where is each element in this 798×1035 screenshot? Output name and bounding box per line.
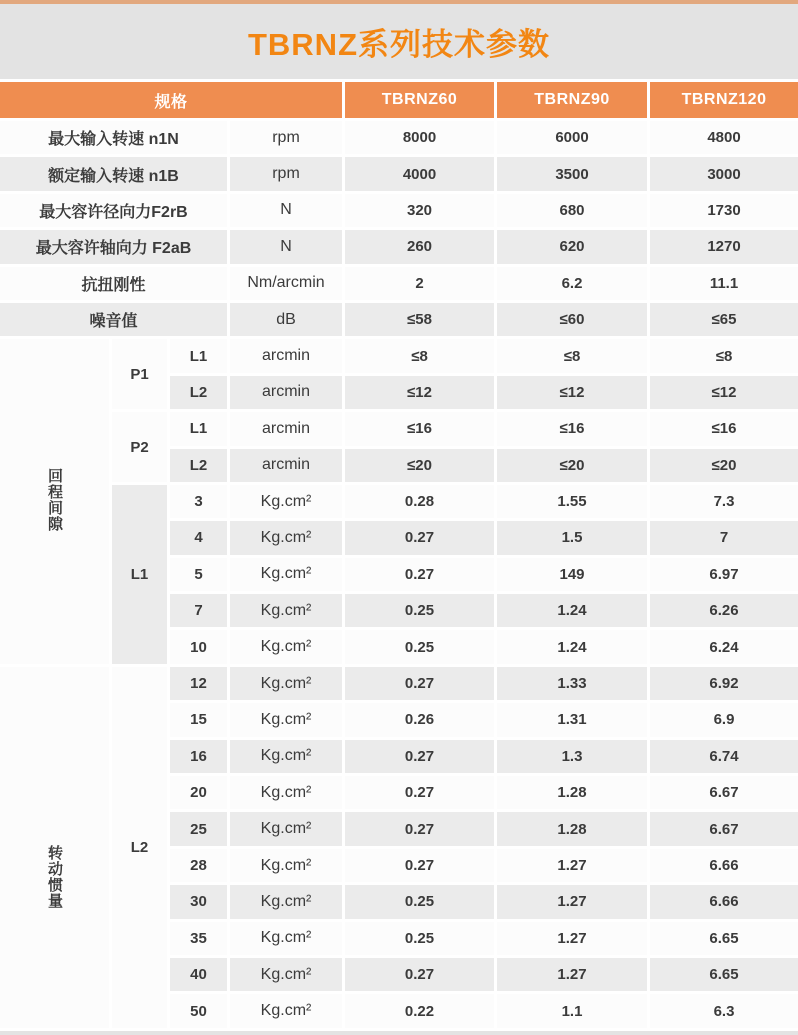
ratio-cell: 4	[170, 521, 227, 554]
accuracy-class-cell-p2: P2	[112, 412, 167, 482]
unit-cell: Nm/arcmin	[230, 267, 342, 300]
value-cell: 0.27	[345, 740, 494, 773]
value-cell: 1.1	[497, 994, 647, 1027]
value-cell: ≤16	[497, 412, 647, 445]
unit-cell: Kg.cm²	[230, 558, 342, 591]
unit-cell: Kg.cm²	[230, 594, 342, 627]
value-cell: ≤16	[650, 412, 798, 445]
value-cell: 320	[345, 194, 494, 227]
value-cell: 1.27	[497, 922, 647, 955]
value-cell: 0.25	[345, 594, 494, 627]
value-cell: 7.3	[650, 485, 798, 518]
param-label-cell: 噪音值	[0, 303, 227, 336]
value-cell: 6.24	[650, 630, 798, 663]
value-cell: 0.26	[345, 703, 494, 736]
value-cell: ≤8	[497, 339, 647, 372]
ratio-cell: 3	[170, 485, 227, 518]
value-cell: 6000	[497, 121, 647, 154]
value-cell: 6.65	[650, 958, 798, 991]
value-cell: 0.28	[345, 485, 494, 518]
unit-cell: Kg.cm²	[230, 849, 342, 882]
value-cell: 1.27	[497, 885, 647, 918]
value-cell: 3000	[650, 157, 798, 190]
ratio-cell: 35	[170, 922, 227, 955]
param-row	[0, 121, 798, 154]
unit-cell: N	[230, 194, 342, 227]
ratio-cell: 25	[170, 812, 227, 845]
value-cell: 1730	[650, 194, 798, 227]
value-cell: 8000	[345, 121, 494, 154]
value-cell: 6.74	[650, 740, 798, 773]
value-cell: 620	[497, 230, 647, 263]
param-row	[0, 194, 798, 227]
value-cell: 6.67	[650, 776, 798, 809]
value-cell: 0.27	[345, 558, 494, 591]
value-cell: ≤12	[650, 376, 798, 409]
value-cell: 149	[497, 558, 647, 591]
level-cell: L1	[170, 412, 227, 445]
value-cell: 6.9	[650, 703, 798, 736]
value-cell: ≤16	[345, 412, 494, 445]
unit-cell: Kg.cm²	[230, 630, 342, 663]
value-cell: 1.27	[497, 849, 647, 882]
value-cell: 6.66	[650, 885, 798, 918]
value-cell: 4800	[650, 121, 798, 154]
param-row	[0, 230, 798, 263]
value-cell: ≤20	[650, 449, 798, 482]
unit-cell: rpm	[230, 121, 342, 154]
value-cell: 0.27	[345, 521, 494, 554]
value-cell: 1.31	[497, 703, 647, 736]
value-cell: 1270	[650, 230, 798, 263]
unit-cell: arcmin	[230, 449, 342, 482]
ratio-cell: 7	[170, 594, 227, 627]
value-cell: ≤8	[650, 339, 798, 372]
value-cell: 1.5	[497, 521, 647, 554]
value-cell: 0.22	[345, 994, 494, 1027]
unit-cell: Kg.cm²	[230, 667, 342, 700]
accuracy-class-cell-p1: P1	[112, 339, 167, 409]
ratio-cell: 5	[170, 558, 227, 591]
value-cell: 1.55	[497, 485, 647, 518]
value-cell: 7	[650, 521, 798, 554]
backlash-group-label: 回程间隙	[46, 467, 63, 532]
unit-cell: arcmin	[230, 412, 342, 445]
inertia-group-cell	[0, 667, 109, 1028]
value-cell: 11.1	[650, 267, 798, 300]
value-cell: 6.3	[650, 994, 798, 1027]
ratio-cell: 10	[170, 630, 227, 663]
ratio-cell: 20	[170, 776, 227, 809]
value-cell: 0.25	[345, 630, 494, 663]
param-label-cell: 最大输入转速 n1N	[0, 121, 227, 154]
inertia-row	[0, 667, 798, 700]
unit-cell: Kg.cm²	[230, 776, 342, 809]
unit-cell: N	[230, 230, 342, 263]
unit-cell: arcmin	[230, 339, 342, 372]
value-cell: 4000	[345, 157, 494, 190]
value-cell: 1.24	[497, 594, 647, 627]
param-row	[0, 267, 798, 300]
value-cell: ≤20	[497, 449, 647, 482]
value-cell: 2	[345, 267, 494, 300]
param-label-cell: 抗扭刚性	[0, 267, 227, 300]
level-span-cell-l2: L2	[112, 667, 167, 1028]
unit-cell: dB	[230, 303, 342, 336]
spec-table-container	[0, 79, 798, 1031]
title-area	[0, 4, 798, 79]
table-header-row	[0, 82, 798, 118]
unit-cell: Kg.cm²	[230, 922, 342, 955]
ratio-cell: 12	[170, 667, 227, 700]
value-cell: 6.92	[650, 667, 798, 700]
value-cell: 0.27	[345, 776, 494, 809]
unit-cell: Kg.cm²	[230, 812, 342, 845]
value-cell: ≤20	[345, 449, 494, 482]
unit-cell: Kg.cm²	[230, 885, 342, 918]
value-cell: 0.27	[345, 849, 494, 882]
value-cell: ≤12	[497, 376, 647, 409]
level-span-cell-l1: L1	[112, 485, 167, 664]
unit-cell: Kg.cm²	[230, 521, 342, 554]
value-cell: 0.25	[345, 885, 494, 918]
value-cell: 0.27	[345, 958, 494, 991]
value-cell: ≤8	[345, 339, 494, 372]
unit-cell: Kg.cm²	[230, 703, 342, 736]
value-cell: ≤60	[497, 303, 647, 336]
value-cell: 0.25	[345, 922, 494, 955]
value-cell: 1.28	[497, 812, 647, 845]
value-cell: 6.66	[650, 849, 798, 882]
ratio-cell: 28	[170, 849, 227, 882]
value-cell: 0.27	[345, 667, 494, 700]
value-cell: 6.67	[650, 812, 798, 845]
value-cell: 6.65	[650, 922, 798, 955]
level-cell: L2	[170, 376, 227, 409]
unit-cell: arcmin	[230, 376, 342, 409]
unit-cell: Kg.cm²	[230, 740, 342, 773]
value-cell: 1.3	[497, 740, 647, 773]
page-title: TBRNZ系列技术参数	[247, 27, 551, 62]
value-cell: 0.27	[345, 812, 494, 845]
header-spec-cell: 规格	[0, 82, 342, 118]
inertia-group-label: 转动惯量	[46, 845, 63, 910]
header-model-cell-tbrnz90: TBRNZ90	[497, 82, 647, 118]
param-label-cell: 额定输入转速 n1B	[0, 157, 227, 190]
ratio-cell: 30	[170, 885, 227, 918]
ratio-cell: 16	[170, 740, 227, 773]
unit-cell: rpm	[230, 157, 342, 190]
value-cell: 260	[345, 230, 494, 263]
value-cell: 1.27	[497, 958, 647, 991]
value-cell: 6.97	[650, 558, 798, 591]
ratio-cell: 15	[170, 703, 227, 736]
value-cell: ≤65	[650, 303, 798, 336]
value-cell: ≤58	[345, 303, 494, 336]
param-label-cell: 最大容许轴向力 F2aB	[0, 230, 227, 263]
level-cell: L2	[170, 449, 227, 482]
inertia-row	[0, 485, 798, 518]
value-cell: 680	[497, 194, 647, 227]
value-cell: ≤12	[345, 376, 494, 409]
value-cell: 1.33	[497, 667, 647, 700]
backlash-row	[0, 412, 798, 445]
unit-cell: Kg.cm²	[230, 485, 342, 518]
ratio-cell: 50	[170, 994, 227, 1027]
value-cell: 6.26	[650, 594, 798, 627]
header-model-cell-tbrnz60: TBRNZ60	[345, 82, 494, 118]
value-cell: 1.28	[497, 776, 647, 809]
param-row	[0, 157, 798, 190]
param-row	[0, 303, 798, 336]
value-cell: 1.24	[497, 630, 647, 663]
ratio-cell: 40	[170, 958, 227, 991]
value-cell: 6.2	[497, 267, 647, 300]
unit-cell: Kg.cm²	[230, 994, 342, 1027]
backlash-group-cell	[0, 339, 109, 664]
backlash-row	[0, 339, 798, 372]
spec-table	[0, 79, 798, 1031]
header-model-cell-tbrnz120: TBRNZ120	[650, 82, 798, 118]
param-label-cell: 最大容许径向力F2rB	[0, 194, 227, 227]
unit-cell: Kg.cm²	[230, 958, 342, 991]
level-cell: L1	[170, 339, 227, 372]
value-cell: 3500	[497, 157, 647, 190]
